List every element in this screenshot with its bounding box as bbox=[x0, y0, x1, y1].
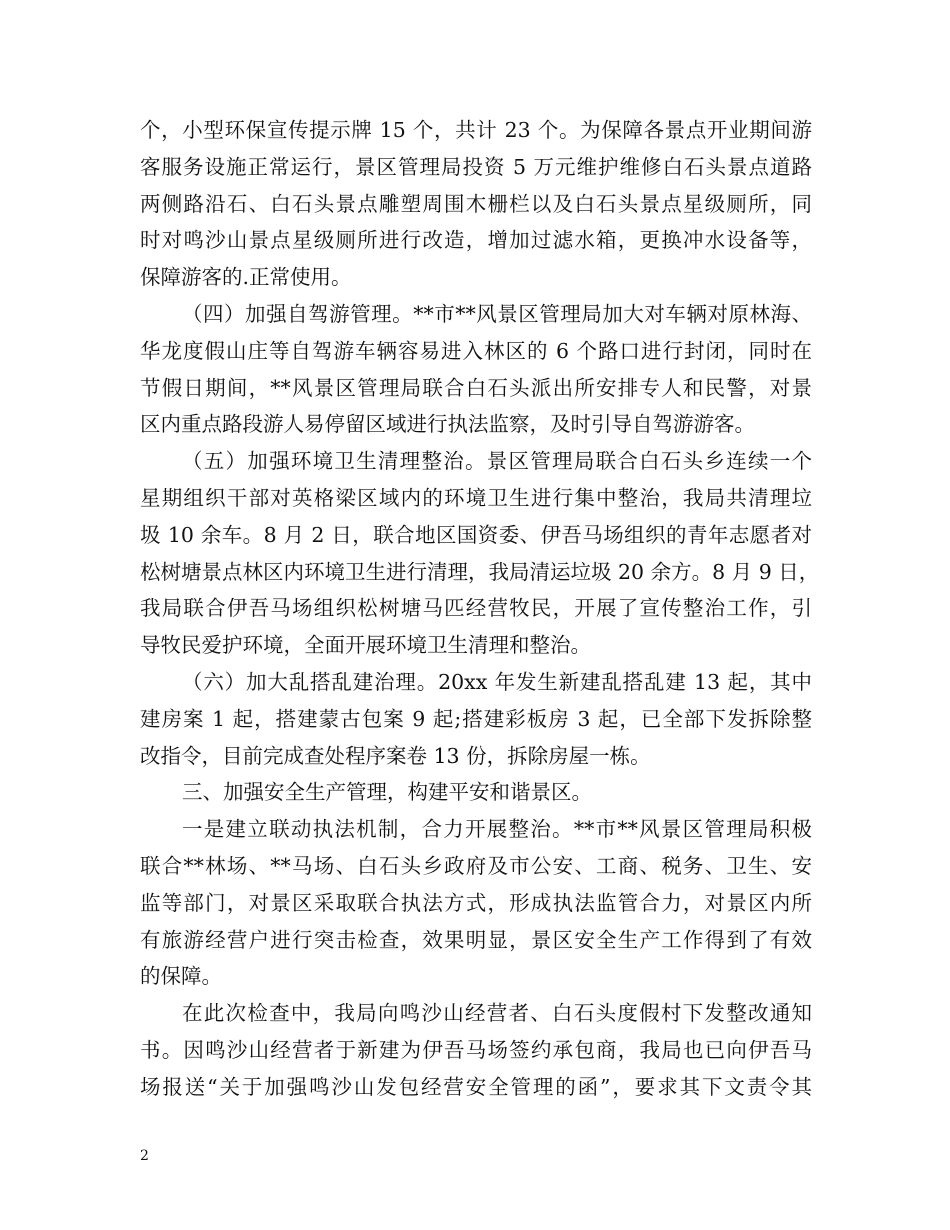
page-number: 2 bbox=[140, 1148, 149, 1164]
text-line: 联合**林场、**马场、白石头乡政府及市公安、工商、税务、卫生、安 bbox=[140, 853, 812, 878]
text-line: 导牧民爱护环境，全面开展环境卫生清理和整治。 bbox=[140, 633, 591, 658]
text-line: 华龙度假山庄等自驾游车辆容易进入林区的 6 个路口进行封闭，同时在 bbox=[140, 338, 812, 363]
text-line: 改指令，目前完成查处程序案卷 13 份，拆除房屋一栋。 bbox=[140, 743, 651, 768]
text-line: 两侧路沿石、白石头景点雕塑周围木栅栏以及白石头景点星级厕所，同 bbox=[140, 191, 812, 216]
text-line: 星期组织干部对英格梁区域内的环境卫生进行集中整治，我局共清理垃 bbox=[140, 485, 812, 510]
text-line: 客服务设施正常运行，景区管理局投资 5 万元维护维修白石头景点道路 bbox=[140, 154, 812, 179]
document-body bbox=[140, 112, 820, 1106]
text-line: （四）加强自驾游管理。**市**风景区管理局加大对车辆对原林海、 bbox=[182, 301, 812, 326]
text-line: 有旅游经营户进行突击检查，效果明显，景区安全生产工作得到了有效 bbox=[140, 927, 812, 952]
text-line: 场报送“关于加强鸣沙山发包经营安全管理的函”，要求其下文责令其 bbox=[140, 1074, 812, 1099]
text-line: 个，小型环保宣传提示牌 15 个，共计 23 个。为保障各景点开业期间游 bbox=[140, 118, 812, 142]
text-line: 区内重点路段游人易停留区域进行执法监察，及时引导自驾游游客。 bbox=[140, 412, 755, 437]
text-line: 松树塘景点林区内环境卫生进行清理，我局清运垃圾 20 余方。8 月 9 日， bbox=[140, 559, 820, 584]
text-line: 我局联合伊吾马场组织松树塘马匹经营牧民，开展了宣传整治工作，引 bbox=[140, 596, 812, 621]
text-line: 三、加强安全生产管理，构建平安和谐景区。 bbox=[182, 780, 592, 805]
text-line: 圾 10 余车。8 月 2 日，联合地区国资委、伊吾马场组织的青年志愿者对 bbox=[140, 522, 812, 547]
text-line: 一是建立联动执法机制，合力开展整治。**市**风景区管理局积极 bbox=[182, 817, 812, 842]
text-line: 监等部门，对景区采取联合执法方式，形成执法监管合力，对景区内所 bbox=[140, 890, 812, 915]
text-line: 的保障。 bbox=[140, 964, 222, 989]
text-line: 建房案 1 起，搭建蒙古包案 9 起;搭建彩板房 3 起，已全部下发拆除整 bbox=[140, 706, 812, 731]
text-line: 在此次检查中，我局向鸣沙山经营者、白石头度假村下发整改通知 bbox=[182, 1001, 812, 1026]
text-line: 书。因鸣沙山经营者于新建为伊吾马场签约承包商，我局也已向伊吾马 bbox=[140, 1037, 812, 1062]
text-line: 时对鸣沙山景点星级厕所进行改造，增加过滤水箱，更换冲水设备等， bbox=[140, 228, 812, 253]
text-line: 节假日期间，**风景区管理局联合白石头派出所安排专人和民警，对景 bbox=[140, 375, 812, 400]
text-line: （五）加强环境卫生清理整治。景区管理局联合白石头乡连续一个 bbox=[182, 449, 812, 474]
text-line: 保障游客的.正常使用。 bbox=[140, 265, 352, 290]
text-line: （六）加大乱搭乱建治理。20xx 年发生新建乱搭乱建 13 起，其中 bbox=[182, 669, 812, 694]
